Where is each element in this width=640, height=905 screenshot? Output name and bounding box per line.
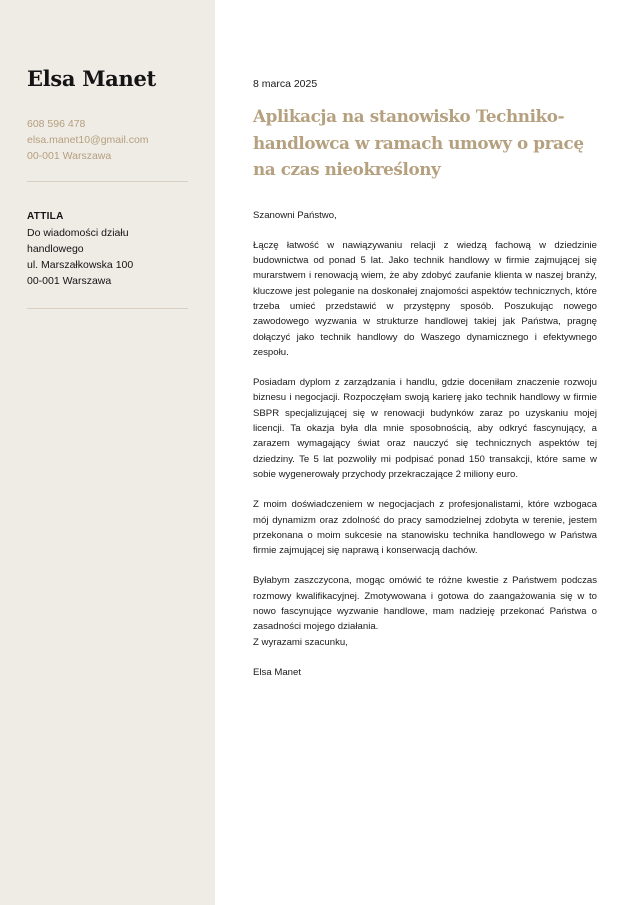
sender-city: 00-001 Warszawa bbox=[27, 150, 112, 162]
letter-paragraph: Z moim doświadczeniem w negocjacjach z profesjonalistami, które wzbogaca mój dynamizm oraz zdolność do pracy samodzielnej zdobyta w terenie, jestem przekonana o moim sukcesie na stanowisku technika handlowego w Państwa firmie zajmującej się naprawą i konserwacją dachów. bbox=[253, 499, 597, 557]
sender-email: elsa.manet10@gmail.com bbox=[27, 134, 149, 146]
recipient-dept: Do wiadomości działu handlowego bbox=[27, 227, 129, 255]
letter-body bbox=[253, 78, 597, 680]
sidebar bbox=[0, 0, 215, 905]
letter-closing: Z wyrazami szacunku, bbox=[253, 636, 348, 648]
divider bbox=[27, 181, 188, 182]
divider bbox=[27, 308, 188, 309]
sender-name: Elsa Manet bbox=[27, 66, 156, 91]
letter-paragraph: Posiadam dyplom z zarządzania i handlu, gdzie doceniłam znaczenie rozwoju biznesu i negocjacji. Rozpoczęłam swoją karierę jako technik handlowy w firmie SBPR specjalizującej się w renowacji budynków zaraz po uzyskaniu mojej licencji. Ta okazja była dla mnie sposobnością, aby odkryć fascynujący, a zarazem wymagający świat oraz nauczyć się technicznych aspektów tej dziedziny. Te 5 lat pozwoliły mi podpisać ponad 150 transakcji, które same w sobie wygenerowały przychody przekraczające 2 miliony euro. bbox=[253, 377, 597, 480]
letter-subject: Aplikacja na stanowisko Techniko-handlowca w ramach umowy o pracę na czas nieokreślony bbox=[253, 106, 584, 179]
letter-date: 8 marca 2025 bbox=[253, 78, 318, 90]
recipient-block bbox=[27, 209, 177, 289]
letter-signature: Elsa Manet bbox=[253, 666, 301, 678]
letter-paragraph: Byłabym zaszczycona, mogąc omówić te różne kwestie z Państwem podczas rozmowy kwalifikacyjnej. Zmotywowana i gotowa do zaangażowania się w to nowo fascynujące wyzwanie handlowe, mam nadzieję przekonać Państwa o zasadności mojego działania. bbox=[253, 575, 597, 633]
sender-contact bbox=[27, 116, 149, 164]
letter-paragraph: Łączę łatwość w nawiązywaniu relacji z wiedzą fachową w dziedzinie budownictwa od ponad 5 lat. Jako technik handlowy w firmie zajmującej się murarstwem i renowacją wiem, że aby zdobyć zaufanie klienta w naszej branży, kluczowe jest poleganie na doskonałej znajomości aspektów technicznych, które trzeba umieć przedstawić w przystępny sposób. Poszukując nowego zawodowego wyzwania w strukturze handlowej takiej jak Państwa, pragnę dołączyć jako technik handlowy do Waszego dynamicznego i efektywnego zespołu. bbox=[253, 239, 597, 358]
recipient-street: ul. Marszałkowska 100 bbox=[27, 259, 134, 271]
sender-phone: 608 596 478 bbox=[27, 118, 86, 130]
letter-greeting: Szanowni Państwo, bbox=[253, 209, 337, 221]
recipient-city: 00-001 Warszawa bbox=[27, 275, 112, 287]
recipient-name: ATTILA bbox=[27, 211, 64, 222]
